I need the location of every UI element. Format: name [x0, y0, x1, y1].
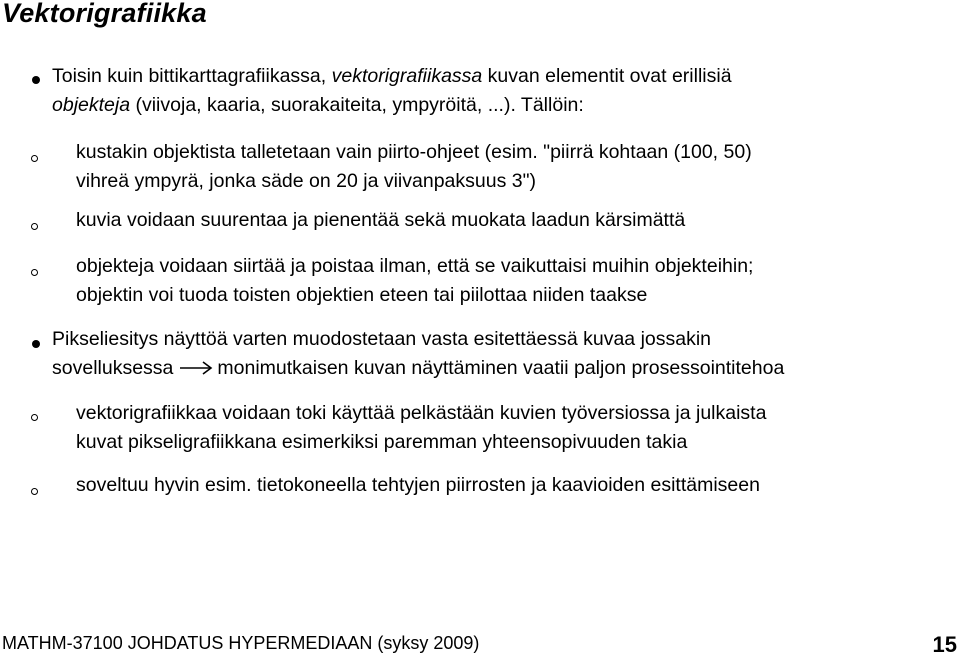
sub-bullet-item — [76, 471, 760, 500]
hollow-bullet-icon — [31, 223, 38, 230]
bullet-item — [52, 62, 732, 120]
page-number: 15 — [932, 632, 957, 657]
bullet-line: kuvat pikseligrafiikkana esimerkiksi paremman yhteensopivuuden takia — [76, 431, 688, 453]
emphasized-term: objekteja — [52, 94, 131, 116]
hollow-bullet-icon — [31, 414, 38, 421]
bullet-line: Toisin kuin bittikarttagrafiikassa, vektorigrafiikassa kuvan elementit ovat erillisiä — [52, 65, 732, 87]
sub-bullet-item — [76, 138, 752, 196]
bullet-line: objekteja (viivoja, kaaria, suorakaiteita, ympyröitä, ...). Tällöin: — [52, 94, 584, 116]
bullet-line: kuvia voidaan suurentaa ja pienentää sekä muokata laadun kärsimättä — [76, 209, 686, 231]
filled-bullet-icon — [32, 340, 40, 348]
bullet-line: vektorigrafiikkaa voidaan toki käyttää pelkästään kuvien työversiossa ja julkaista — [76, 402, 767, 424]
bullet-item — [52, 325, 784, 383]
bullet-line: sovelluksessa monimutkaisen kuvan näyttäminen vaatii paljon prosessointitehoa — [52, 357, 785, 379]
filled-bullet-icon — [32, 76, 40, 84]
sub-bullet-item — [76, 252, 753, 310]
sub-bullet-item — [76, 206, 685, 235]
bullet-line: kustakin objektista talletetaan vain piirto-ohjeet (esim. "piirrä kohtaan (100, 50) — [76, 141, 752, 163]
right-arrow-icon — [179, 360, 213, 376]
hollow-bullet-icon — [31, 269, 38, 276]
bullet-line: vihreä ympyrä, jonka säde on 20 ja viivanpaksuus 3") — [76, 170, 537, 192]
bullet-line: Pikseliesitys näyttöä varten muodostetaan vasta esitettäessä kuvaa jossakin — [52, 328, 712, 350]
bullet-line: objekteja voidaan siirtää ja poistaa ilman, että se vaikuttaisi muihin objekteihin; — [76, 255, 754, 277]
sub-bullet-item — [76, 399, 766, 457]
bullet-line: soveltuu hyvin esim. tietokoneella tehtyjen piirrosten ja kaavioiden esittämiseen — [76, 474, 760, 496]
emphasized-term: vektorigrafiikassa — [331, 65, 483, 87]
footer-course-label: MATHM-37100 JOHDATUS HYPERMEDIAAN (syksy 2009) — [2, 633, 480, 653]
hollow-bullet-icon — [31, 155, 38, 162]
bullet-line: objektin voi tuoda toisten objektien eteen tai piilottaa niiden taakse — [76, 284, 648, 306]
slide-title: Vektorigrafiikka — [2, 0, 207, 28]
hollow-bullet-icon — [31, 488, 38, 495]
